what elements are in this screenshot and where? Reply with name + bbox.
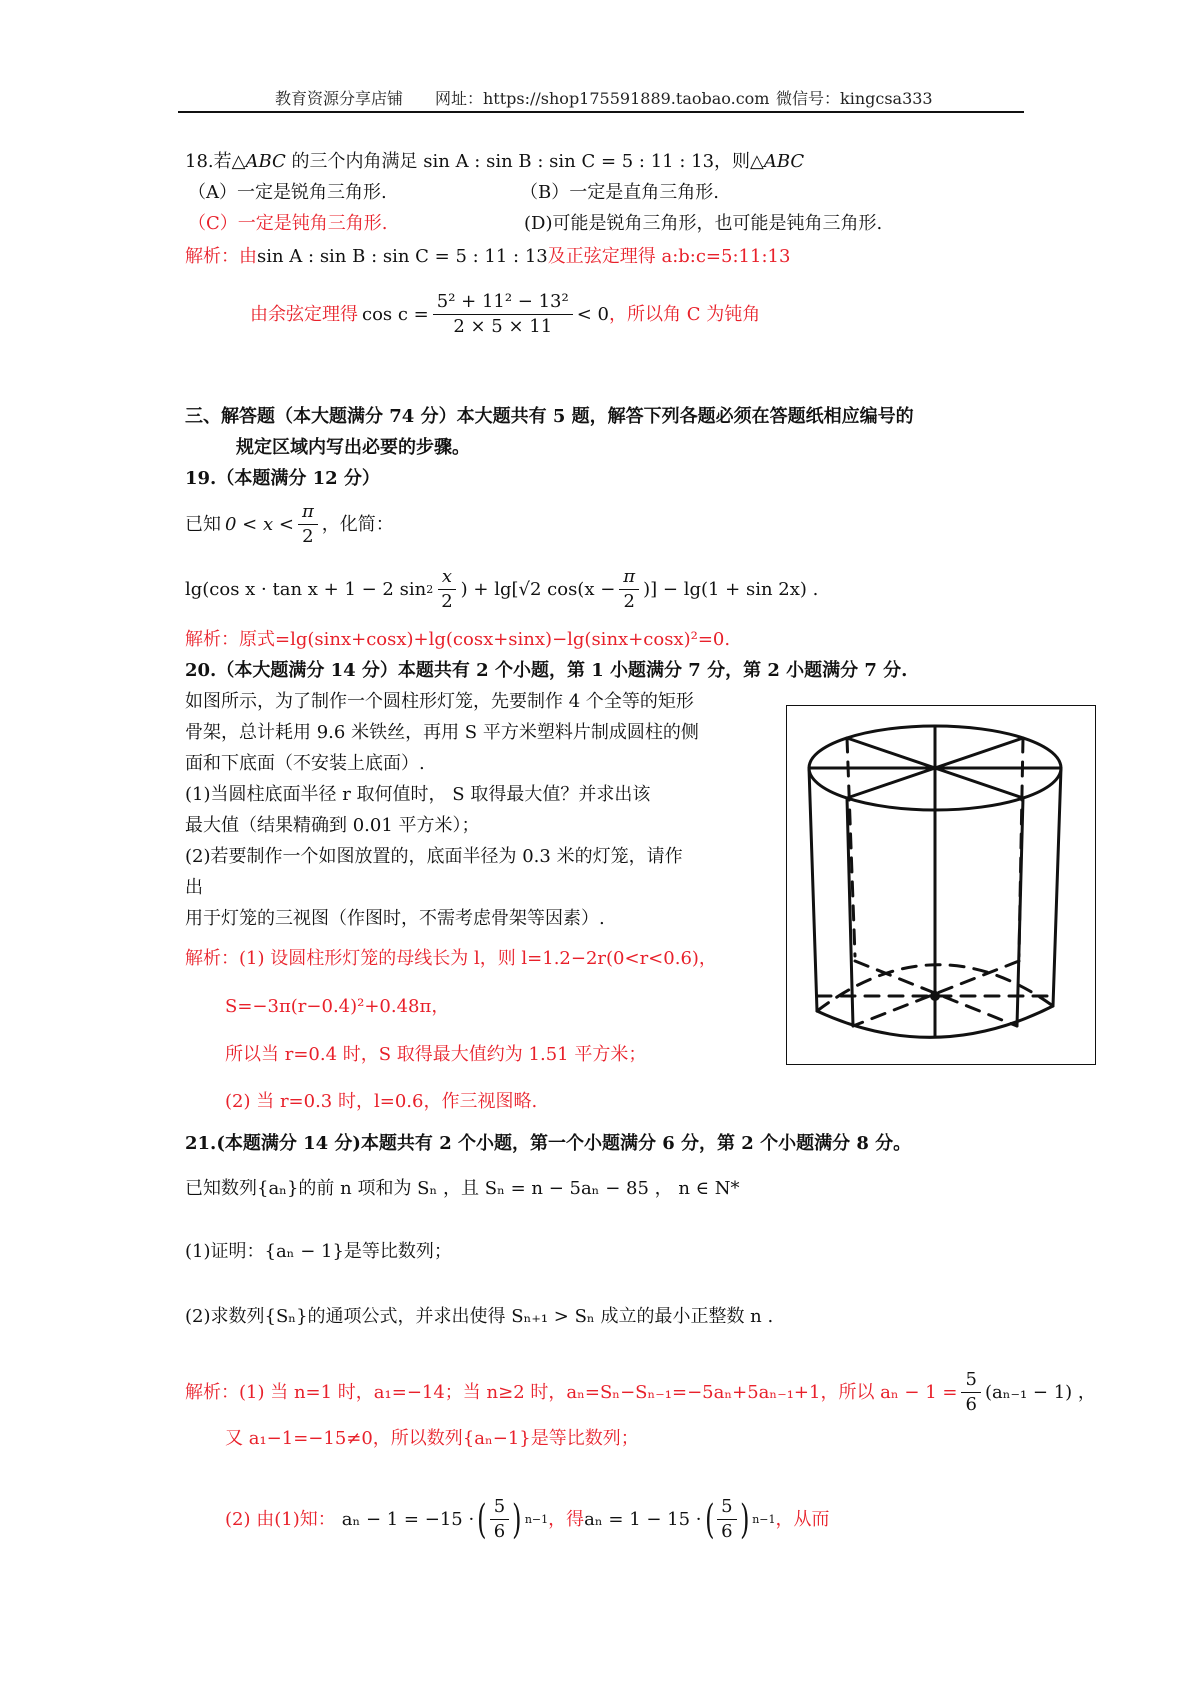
- q20-body-line: 最大值（结果精确到 0.01 平方米）；: [185, 815, 480, 836]
- q21-part1: (1)证明：{aₙ − 1}是等比数列；: [185, 1241, 452, 1262]
- q21-title: 21.(本题满分 14 分)本题共有 2 个小题，第一个小题满分 6 分，第 2 个小题满分 8 分。: [185, 1133, 912, 1154]
- q21-part2: (2)求数列{Sₙ}的通项公式，并求出使得 Sₙ₊₁ > Sₙ 成立的最小正整数 n .: [185, 1306, 774, 1327]
- q20-body-line: 出: [185, 877, 203, 898]
- q20-body-line: 用于灯笼的三视图（作图时，不需考虑骨架等因素）.: [185, 908, 605, 929]
- q20-solution-1: 解析：(1) 设圆柱形灯笼的母线长为 l，则 l=1.2−2r(0<r<0.6)，: [185, 948, 717, 969]
- cylinder-lantern-icon: [787, 706, 1094, 1063]
- section3-line2: 规定区域内写出必要的步骤。: [236, 437, 470, 458]
- q18-stem: 18.若△ABC 的三个内角满足 sin A : sin B : sin C = 5 : 11 : 13，则△ABC: [185, 151, 805, 172]
- q18-solution-2: 由余弦定理得 cos c = $\frac{\text{5² + 11² − 13²}}{2 \times 5 \times 11}$ < 0 ，所以角 C 为钝角: [250, 291, 761, 337]
- cosine-fraction: $\frac{\text{5² + 11² − 13²}}{2 \times 5 \times 11}$: [433, 290, 573, 339]
- q20-title: 20.（本大题满分 14 分）本题共有 2 个小题，第 1 小题满分 7 分，第 2 小题满分 7 分.: [185, 660, 908, 681]
- q19-expression: lg(cos x · tan x + 1 − 2 sin 2 $\frac{x}{2}$ ) + lg[√2 cos(x − $\frac{\pi}{2}$ )] − lg(1 + sin 2x) .: [185, 566, 819, 612]
- header-shop: 教育资源分享店铺: [275, 89, 404, 108]
- header-wechat: 微信号：kingcsa333: [776, 89, 933, 108]
- q20-body-line: 骨架，总计耗用 9.6 米铁丝，再用 S 平方米塑料片制成圆柱的侧: [185, 722, 699, 743]
- q20-solution-4: (2) 当 r=0.3 时，l=0.6，作三视图略.: [225, 1091, 538, 1112]
- q20-solution-3: 所以当 r=0.4 时，S 取得最大值约为 1.51 平方米；: [225, 1044, 647, 1065]
- q20-body-line: 如图所示，为了制作一个圆柱形灯笼，先要制作 4 个全等的矩形: [185, 691, 694, 712]
- header-url: 网址：https://shop175591889.taobao.com: [435, 89, 770, 108]
- q18-option-b: （B）一定是直角三角形.: [520, 182, 719, 203]
- q18-solution-1: 解析：由sin A : sin B : sin C = 5 : 11 : 13及正弦定理得 a:b:c=5:11:13: [185, 246, 791, 267]
- cylinder-lantern-figure: [786, 705, 1096, 1065]
- q21-solution-3: (2) 由(1)知： aₙ − 1 = −15 · ( $\frac{5}{6}$ ) n−1 ，得 aₙ = 1 − 15 · ( $\frac{5}{6}$ ) n−1 ，从而: [225, 1496, 830, 1543]
- q21-solution-2: 又 a₁−1=−15≠0，所以数列{aₙ−1}是等比数列；: [225, 1428, 639, 1449]
- q21-solution-1: 解析：(1) 当 n=1 时，a₁=−14；当 n≥2 时，aₙ=Sₙ−Sₙ₋₁=−5aₙ+5aₙ₋₁+1，所以 aₙ − 1 = $\frac{5}{6}$ (aₙ₋₁ − 1) ，: [185, 1369, 1096, 1415]
- q20-body-line: 面和下底面（不安装上底面）.: [185, 753, 425, 774]
- q18-option-a: （A）一定是锐角三角形.: [188, 182, 387, 203]
- q20-body-line: (2)若要制作一个如图放置的，底面半径为 0.3 米的灯笼，请作: [185, 846, 683, 867]
- q20-body-line: (1)当圆柱底面半径 r 取何值时， S 取得最大值？并求出该: [185, 784, 651, 805]
- q18-option-d: (D)可能是锐角三角形，也可能是钝角三角形.: [524, 213, 883, 234]
- q18-option-c: （C）一定是钝角三角形.: [188, 213, 388, 234]
- q19-given: 已知 0 < x < $\frac{\pi}{2}$ ，化简：: [185, 501, 394, 547]
- q19-title: 19.（本题满分 12 分）: [185, 468, 380, 489]
- q21-given: 已知数列{aₙ}的前 n 项和为 Sₙ ，且 Sₙ = n − 5aₙ − 85 ， n ∈ N*: [185, 1178, 740, 1199]
- q19-solution: 解析：原式=lg(sinx+cosx)+lg(cosx+sinx)−lg(sinx+cosx)²=0.: [185, 629, 731, 650]
- q20-solution-2: S=−3π(r−0.4)²+0.48π，: [225, 996, 450, 1017]
- section3-line1: 三、解答题（本大题满分 74 分）本大题共有 5 题，解答下列各题必须在答题纸相应编号的: [185, 406, 914, 427]
- header-rule: [178, 111, 1024, 113]
